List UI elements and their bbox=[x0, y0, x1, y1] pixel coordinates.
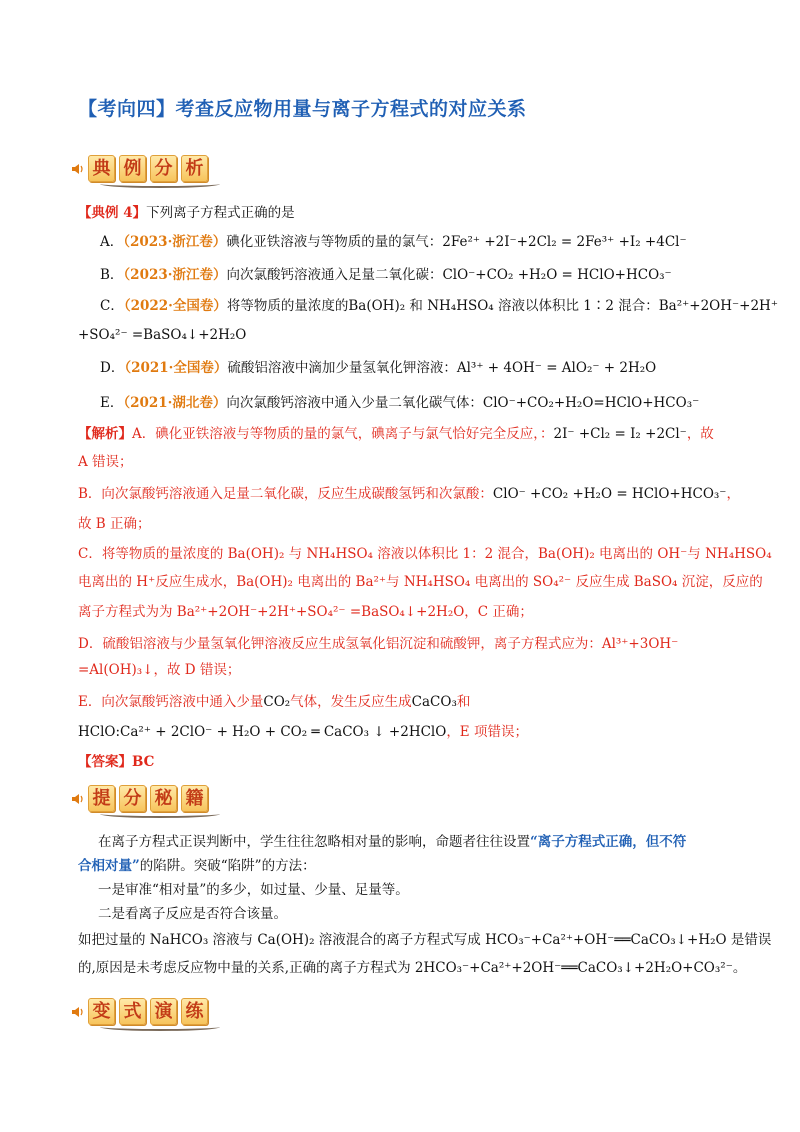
option-e: E．（2021·湖北卷）向次氯酸钙溶液中通入少量二氧化碳气体：ClO⁻+CO₂+H₂O=HClO+HCO₃⁻ bbox=[100, 395, 700, 411]
analysis-b: B．向次氯酸钙溶液通入足量二氧化碳，反应生成碳酸氢钙和次氯酸：ClO⁻ +CO₂ +H₂O = HClO+HCO₃⁻， bbox=[78, 486, 740, 502]
badge-char: 演 bbox=[150, 998, 177, 1025]
option-b: B．（2023·浙江卷）向次氯酸钙溶液通入足量二氧化碳：ClO⁻+CO₂ +H₂O = HClO+HCO₃⁻ bbox=[100, 267, 672, 283]
tips-paragraph-1-cont: 合相对量”的陷阱。突破“陷阱”的方法： bbox=[78, 858, 316, 874]
option-a: A．（2023·浙江卷）碘化亚铁溶液与等物质的量的氯气：2Fe²⁺ +2I⁻+2Cl₂ = 2Fe³⁺ +I₂ +4Cl⁻ bbox=[100, 234, 687, 250]
badge-char: 式 bbox=[119, 998, 146, 1025]
analysis-a: 【解析】A．碘化亚铁溶液与等物质的量的氯气，碘离子与氯气恰好完全反应，：2I⁻ +Cl₂ = I₂ +2Cl⁻，故 bbox=[78, 426, 714, 442]
badge-char: 典 bbox=[88, 155, 115, 182]
badge-swoosh bbox=[100, 180, 220, 188]
tips-paragraph-1: 在离子方程式正误判断中，学生往往忽略相对量的影响，命题者往往设置“离子方程式正确，但不符 bbox=[98, 834, 687, 850]
badge-swoosh bbox=[100, 1023, 220, 1031]
tips-paragraph-2: 一是审准“相对量”的多少，如过量、少量、足量等。 bbox=[98, 882, 409, 898]
badge-char: 变 bbox=[88, 998, 115, 1025]
tips-paragraph-3: 二是看离子反应是否符合该量。 bbox=[98, 906, 287, 922]
analysis-c-line2: 电离出的 H⁺反应生成水，Ba(OH)₂ 电离出的 Ba²⁺与 NH₄HSO₄ 电离出的 SO₄²⁻ 反应生成 BaSO₄ 沉淀，反应的 bbox=[78, 574, 763, 590]
analysis-a-end: A 错误； bbox=[78, 454, 133, 470]
tips-paragraph-5: 的,原因是未考虑反应物中量的关系,正确的离子方程式为 2HCO₃⁻+Ca²⁺+2OH⁻══CaCO₃↓+2H₂O+CO₃²⁻。 bbox=[78, 960, 747, 976]
answer: 【答案】BC bbox=[78, 754, 155, 770]
speaker-icon bbox=[70, 1004, 86, 1020]
badge-char: 练 bbox=[181, 998, 208, 1025]
speaker-icon bbox=[70, 161, 86, 177]
option-c-continued: +SO₄²⁻ =BaSO₄↓+2H₂O bbox=[78, 327, 247, 343]
analysis-e-line1: E．向次氯酸钙溶液中通入少量CO₂气体，发生反应生成CaCO₃和 bbox=[78, 694, 471, 710]
option-c: C．（2022·全国卷）将等物质的量浓度的Ba(OH)₂ 和 NH₄HSO₄ 溶液以体积比 1∶2 混合：Ba²⁺+2OH⁻+2H⁺ bbox=[100, 298, 778, 314]
tips-badge bbox=[70, 785, 212, 812]
analysis-d-line1: D．硫酸铝溶液与少量氢氧化钾溶液反应生成氢氧化铝沉淀和硫酸钾，离子方程式应为：Al³⁺+3OH⁻ bbox=[78, 636, 679, 652]
badge-char: 分 bbox=[150, 155, 177, 182]
badge-char: 秘 bbox=[150, 785, 177, 812]
analysis-c-line3: 离子方程式为为 Ba²⁺+2OH⁻+2H⁺+SO₄²⁻ =BaSO₄↓+2H₂O，C 正确； bbox=[78, 604, 533, 620]
practice-badge bbox=[70, 998, 212, 1025]
analysis-d-line2: =Al(OH)₃↓，故 D 错误； bbox=[78, 662, 241, 678]
badge-char: 分 bbox=[119, 785, 146, 812]
analysis-c-line1: C．将等物质的量浓度的 Ba(OH)₂ 与 NH₄HSO₄ 溶液以体积比 1：2 混合，Ba(OH)₂ 电离出的 OH⁻与 NH₄HSO₄ bbox=[78, 546, 772, 562]
page-title: 【考向四】考查反应物用量与离子方程式的对应关系 bbox=[78, 98, 527, 120]
speaker-icon bbox=[70, 791, 86, 807]
badge-char: 例 bbox=[119, 155, 146, 182]
badge-swoosh bbox=[100, 810, 220, 818]
badge-char: 籍 bbox=[181, 785, 208, 812]
option-d: D．（2021·全国卷）硫酸铝溶液中滴加少量氢氧化钾溶液：Al³⁺ + 4OH⁻ = AlO₂⁻ + 2H₂O bbox=[100, 360, 657, 376]
tips-paragraph-4: 如把过量的 NaHCO₃ 溶液与 Ca(OH)₂ 溶液混合的离子方程式写成 HCO₃⁻+Ca²⁺+OH⁻══CaCO₃↓+H₂O 是错误 bbox=[78, 932, 772, 948]
badge-char: 提 bbox=[88, 785, 115, 812]
badge-char: 析 bbox=[181, 155, 208, 182]
analysis-e-line2: HClO:Ca²⁺ + 2ClO⁻ + H₂O + CO₂ ═ CaCO₃ ↓ +2HClO，E 项错误； bbox=[78, 724, 528, 740]
example-question: 【典例 4】下列离子方程式正确的是 bbox=[78, 205, 295, 221]
analysis-b-end: 故 B 正确； bbox=[78, 516, 151, 532]
example-badge bbox=[70, 155, 212, 182]
